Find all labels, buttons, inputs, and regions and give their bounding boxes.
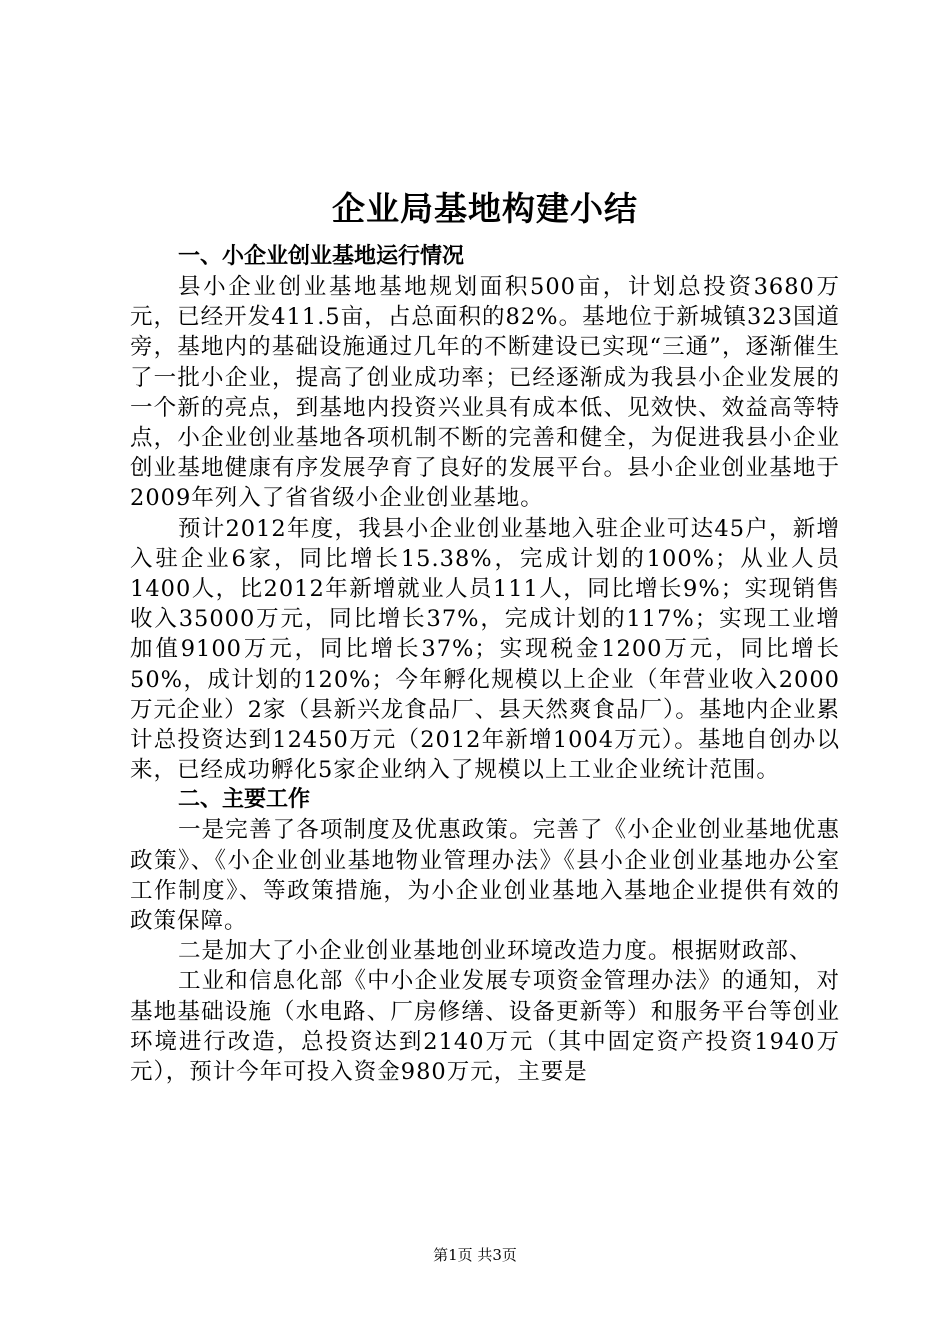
paragraph: 一是完善了各项制度及优惠政策。完善了《小企业创业基地优惠政策》、《小企业创业基地物业管理办法》《县小企业创业基地办公室工作制度》、等政策措施，为小企业创业基地入基地企业提供有效的政策保障。 — [130, 817, 840, 935]
document-title: 企业局基地构建小结 — [332, 189, 638, 228]
paragraph: 预计2012年度，我县小企业创业基地入驻企业可达45户，新增入驻企业6家，同比增长15.38%，完成计划的100%；从业人员1400人，比2012年新增就业人员111人，同比增长9%；实现销售收入35000万元，同比增长37%，完成计划的117%；实现工业增加值9100万元，同比增长37%；实现税金1200万元，同比增长50%，成计划的120%；今年孵化规模以上企业（年营业收入2000万元企业）2家（县新兴龙食品厂、县天然爽食品厂）。基地内企业累计总投资达到12450万元（2012年新增1004万元）。基地自创办以来，已经成功孵化5家企业纳入了规模以上工业企业统计范围。 — [130, 515, 840, 784]
document-page — [130, 180, 840, 1087]
paragraph: 工业和信息化部《中小企业发展专项资金管理办法》的通知，对基地基础设施（水电路、厂房修缮、设备更新等）和服务平台等创业环境进行改造，总投资达到2140万元（其中固定资产投资1940万元），预计今年可投入资金980万元，主要是 — [130, 968, 840, 1086]
paragraph: 县小企业创业基地基地规划面积500亩，计划总投资3680万元，已经开发411.5亩，占总面积的82%。基地位于新城镇323国道旁，基地内的基础设施通过几年的不断建设已实现“三通”，逐渐催生了一批小企业，提高了创业成功率；已经逐渐成为我县小企业发展的一个新的亮点，到基地内投资兴业具有成本低、见效快、效益高等特点，小企业创业基地各项机制不断的完善和健全，为促进我县小企业创业基地健康有序发展孕育了良好的发展平台。县小企业创业基地于2009年列入了省省级小企业创业基地。 — [130, 274, 840, 512]
section-heading-1: 一、小企业创业基地运行情况 — [178, 244, 465, 269]
paragraph: 二是加大了小企业创业基地创业环境改造力度。根据财政部、 — [178, 938, 813, 965]
section-heading-2: 二、主要工作 — [178, 787, 311, 813]
page-footer: 第1页 共3页 — [433, 1246, 517, 1264]
